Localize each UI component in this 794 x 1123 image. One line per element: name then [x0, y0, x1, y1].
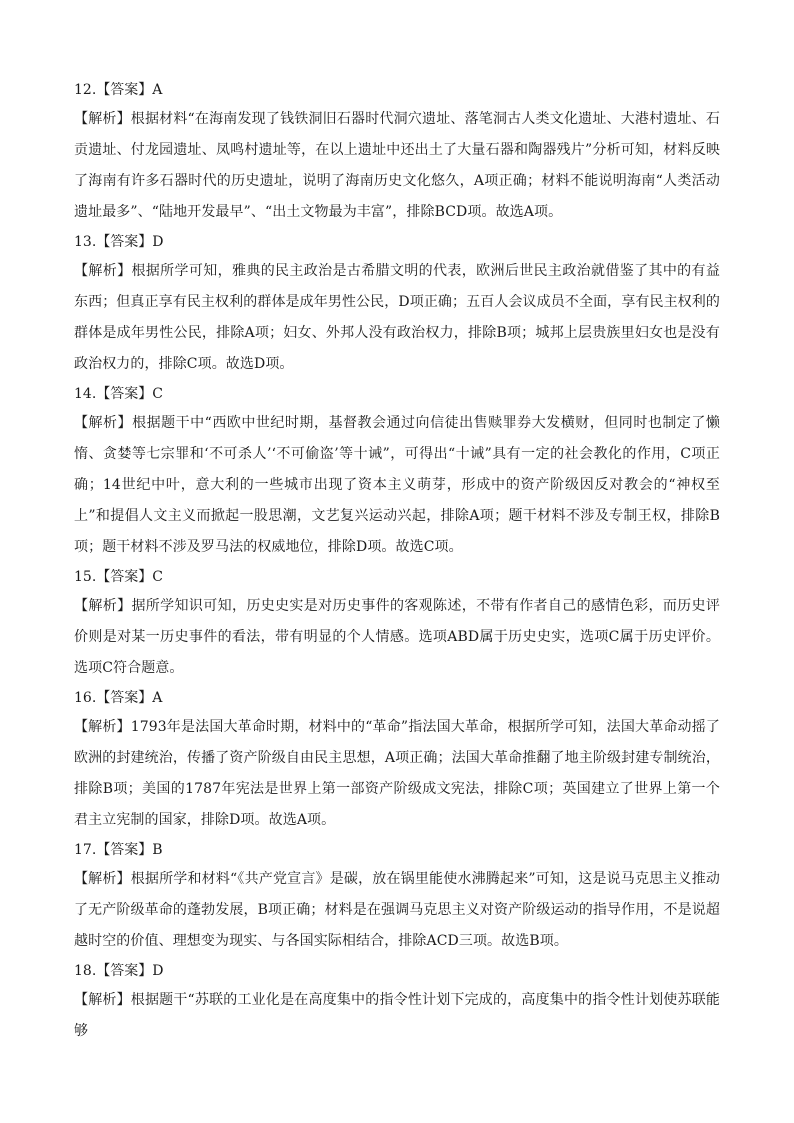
analysis-paragraph: 【解析】根据材料“在海南发现了钱铁洞旧石器时代洞穴遗址、落笔洞古人类文化遗址、大港村遗址、石贡遗址、付龙园遗址、凤鸣村遗址等，在以上遗址中还出土了大量石器和陶器残片”分析可知，材料反映了海南有许多石器时代的历史遗址，说明了海南历史文化悠久，A项正确；材料不能说明海南“人类活动遗址最多”、“陆地开发最早”、“出土文物最为丰富”，排除BCD项。故选A项。 [74, 111, 720, 220]
question-17 [74, 836, 720, 957]
analysis-paragraph: 【解析】1793年是法国大革命时期，材料中的“革命”指法国大革命，根据所学可知，法国大革命动摇了欧洲的封建统治，传播了资产阶级自由民主思想，A项正确；法国大革命推翻了地主阶级封建专制统治，排除B项；美国的1787年宪法是世界上第一部资产阶级成文宪法，排除C项；英国建立了世界上第一个君主立宪制的国家，排除D项。故选A项。 [74, 719, 720, 828]
answer-line: 18.【答案】D [74, 963, 164, 979]
question-16 [74, 684, 720, 836]
question-14 [74, 380, 720, 563]
analysis-paragraph: 【解析】根据题干中“西欧中世纪时期，基督教会通过向信徒出售赎罪券大发横财，但同时也制定了懒惰、贪婪等七宗罪和‘不可杀人’‘不可偷盗’等十诫”，可得出“十诫”具有一定的社会教化的作用，C项正确；14世纪中叶，意大利的一些城市出现了资本主义萌芽，形成中的资产阶级因反对教会的“神权至上”和提倡人文主义而掀起一股思潮，文艺复兴运动兴起，排除A项；题干材料不涉及专制王权，排除B项；题干材料不涉及罗马法的权威地位，排除D项。故选C项。 [74, 415, 720, 555]
analysis-paragraph: 【解析】根据题干“苏联的工业化是在高度集中的指令性计划下完成的，高度集中的指令性计划使苏联能够 [74, 992, 720, 1039]
answer-line: 13.【答案】D [74, 234, 164, 250]
analysis-paragraph: 【解析】根据所学可知，雅典的民主政治是古希腊文明的代表，欧洲后世民主政治就借鉴了其中的有益东西；但真正享有民主权利的群体是成年男性公民，D项正确；五百人会议成员不全面，享有民主权利的群体是成年男性公民，排除A项；妇女、外邦人没有政治权力，排除B项；城邦上层贵族里妇女也是没有政治权力的，排除C项。故选D项。 [74, 263, 720, 372]
analysis-paragraph: 【解析】据所学知识可知，历史史实是对历史事件的客观陈述，不带有作者自己的感情色彩，而历史评价则是对某一历史事件的看法，带有明显的个人情感。选项ABD属于历史史实，选项C属于历史评价。选项C符合题意。 [74, 598, 720, 676]
analysis-paragraph: 【解析】根据所学和材料“《共产党宣言》是碳，放在锅里能使水沸腾起来”可知，这是说马克思主义推动了无产阶级革命的蓬勃发展，B项正确；材料是在强调马克思主义对资产阶级运动的指导作用，不是说超越时空的价值、理想变为现实、与各国实际相结合，排除ACD三项。故选B项。 [74, 871, 720, 949]
question-15 [74, 563, 720, 684]
question-13 [74, 228, 720, 380]
answer-line: 17.【答案】B [74, 842, 163, 858]
answer-line: 12.【答案】A [74, 82, 163, 98]
answer-line: 15.【答案】C [74, 569, 163, 585]
answer-line: 16.【答案】A [74, 690, 163, 706]
answer-line: 14.【答案】C [74, 386, 163, 402]
answer-key-page [74, 76, 720, 1047]
question-12 [74, 76, 720, 228]
question-18 [74, 957, 720, 1047]
